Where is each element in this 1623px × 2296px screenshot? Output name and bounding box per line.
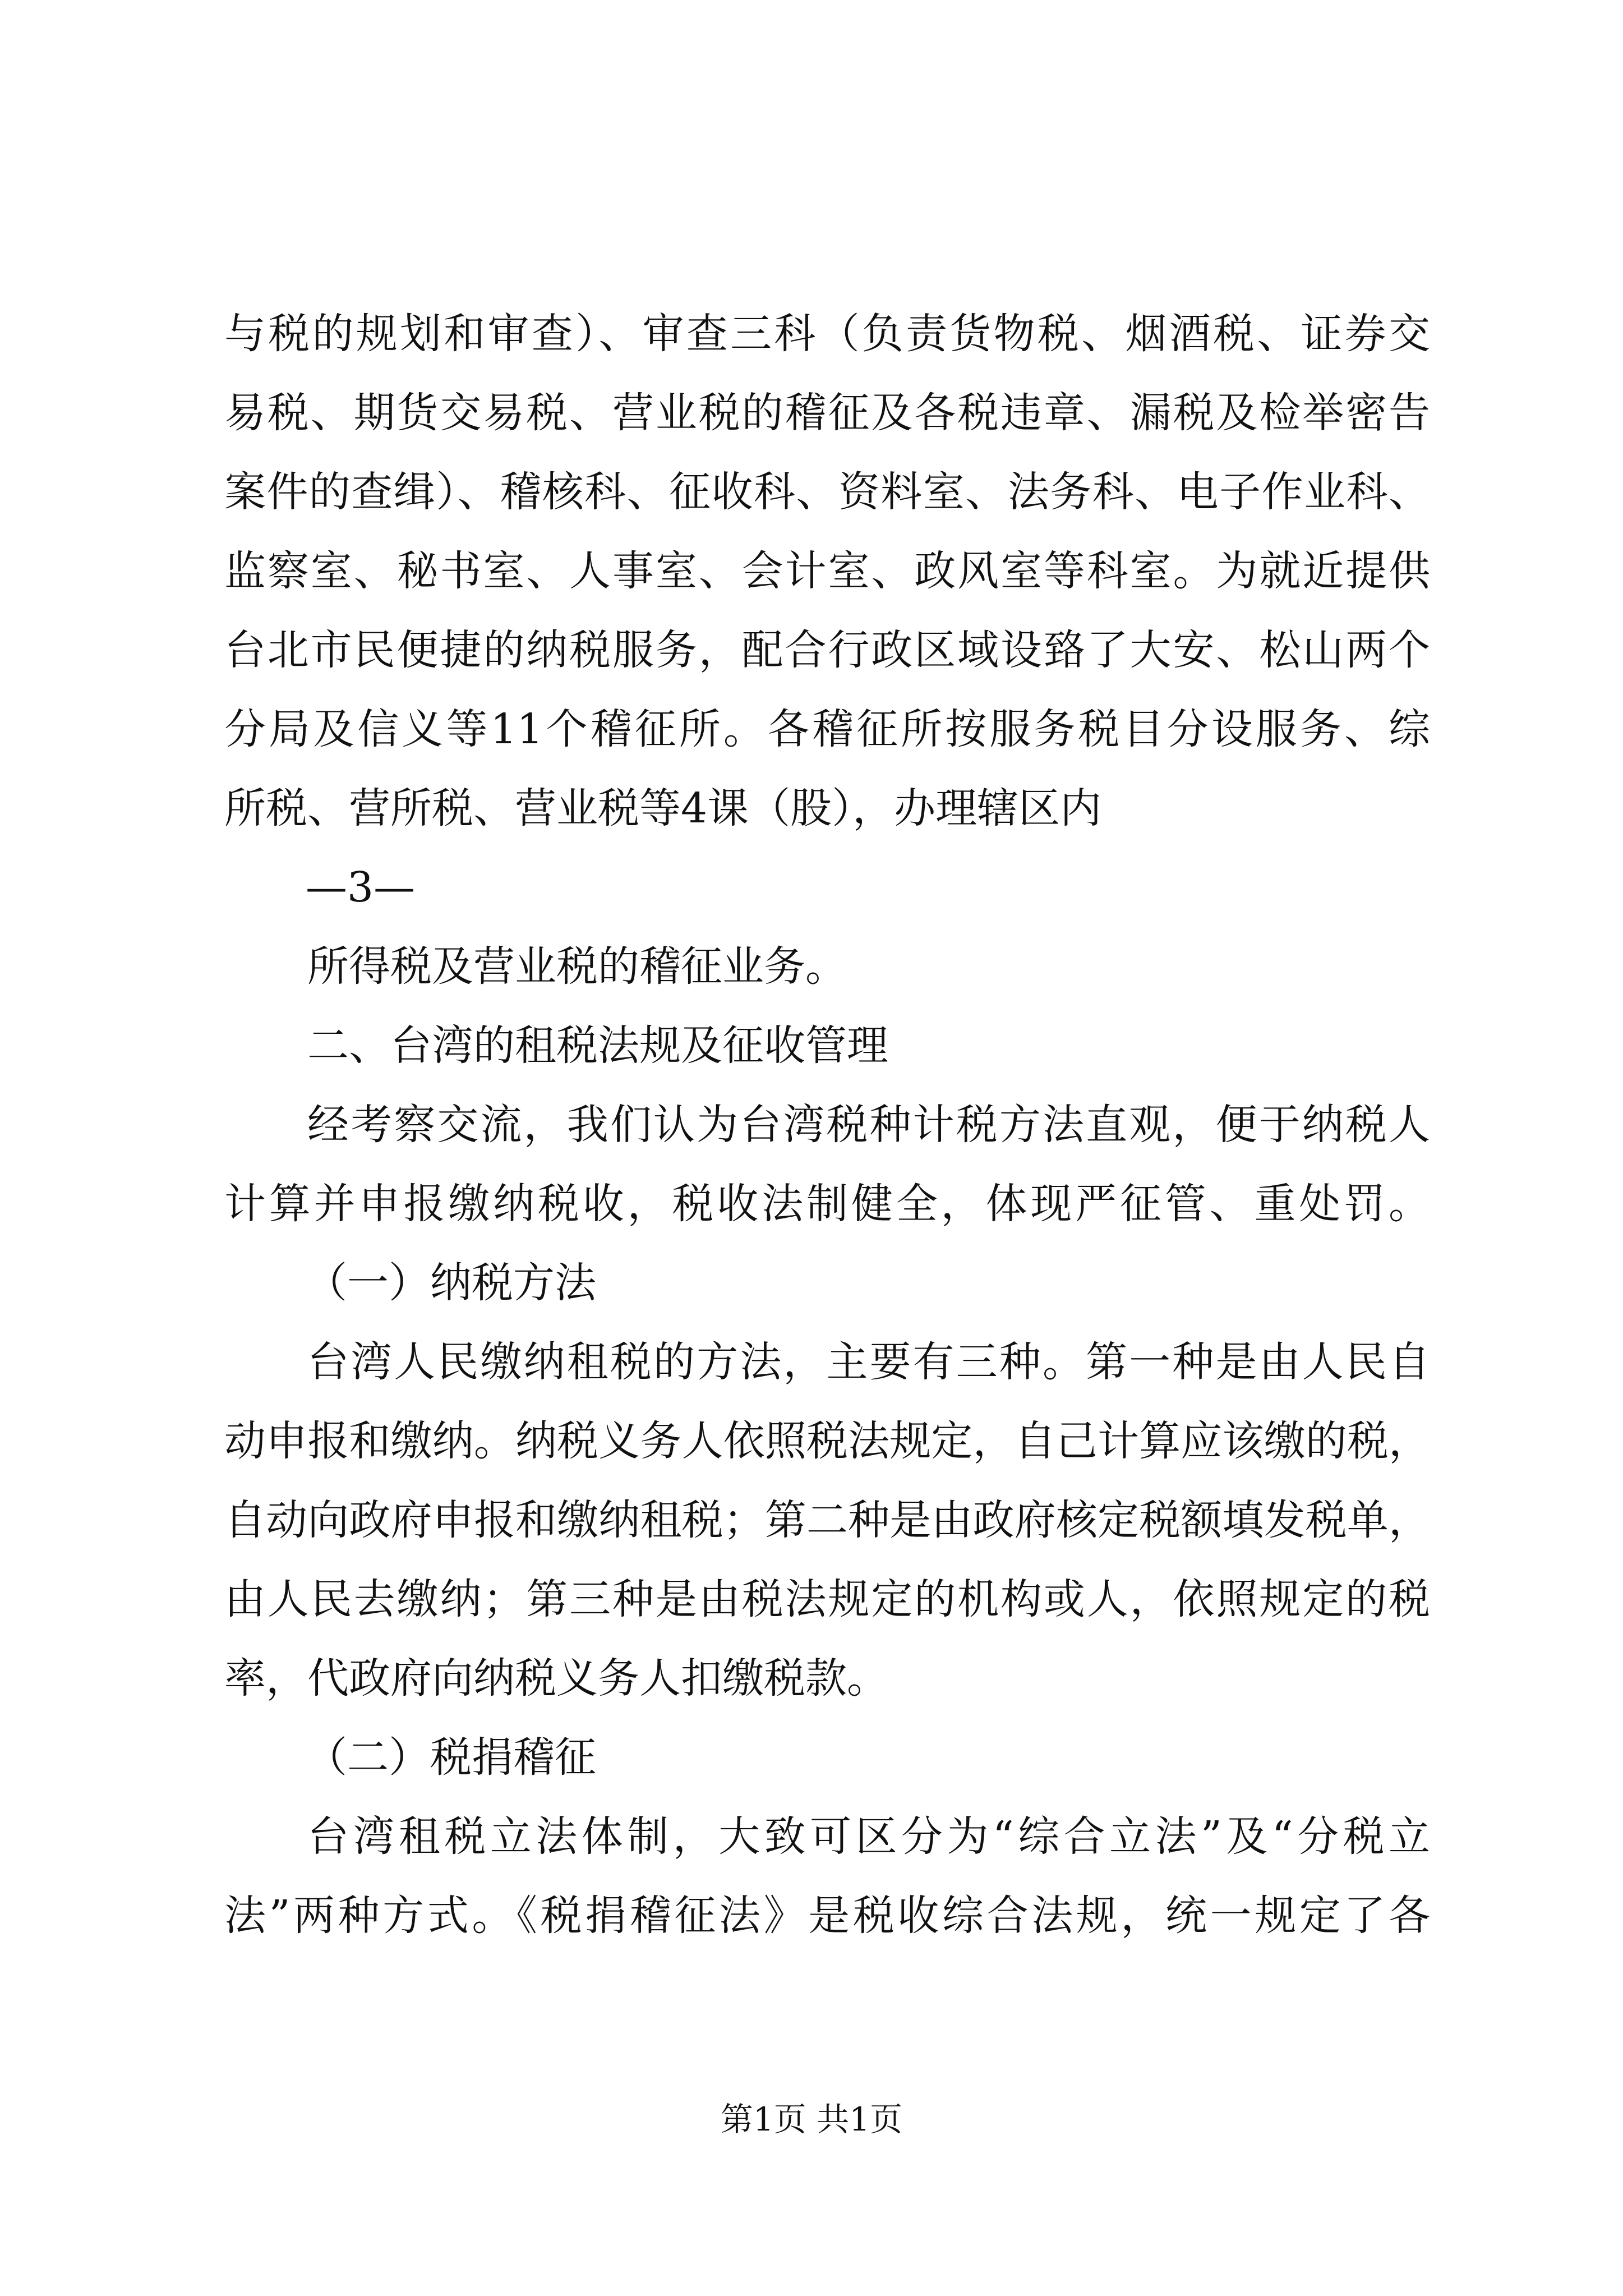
- paragraph-4-line-1: 台湾人民缴纳租税的方法，主要有三种。第一种是由人民自: [307, 1338, 1430, 1386]
- paragraph-1-line-4: 监察室、秘书室、人事室、会计室、政风室等科室。为就近提供: [224, 547, 1430, 595]
- subheading-tax-collection: （二）税捐稽征: [306, 1733, 596, 1782]
- paragraph-4-line-3: 自动向政府申报和缴纳租税；第二种是由政府核定税额填发税单，: [224, 1496, 1430, 1544]
- paragraph-1-line-3: 案件的查缉）、稽核科、征收科、资料室、法务科、电子作业科、: [224, 468, 1430, 516]
- paragraph-3-line-1: 经考察交流，我们认为台湾税种计税方法直观，便于纳税人: [307, 1101, 1430, 1149]
- paragraph-2-line-1: 所得税及营业税的稽征业务。: [307, 942, 847, 991]
- section-heading: 二、台湾的租税法规及征收管理: [307, 1022, 888, 1070]
- subheading-tax-payment-methods: （一）纳税方法: [306, 1259, 596, 1307]
- paragraph-5-line-1: 台湾租税立法体制，大致可区分为“综合立法”及“分税立: [307, 1812, 1430, 1861]
- paragraph-1-line-5: 台北市民便捷的纳税服务，配合行政区域设臵了大安、松山两个: [224, 626, 1430, 674]
- paragraph-4-line-4: 由人民去缴纳；第三种是由税法规定的机构或人，依照规定的税: [224, 1575, 1430, 1623]
- paragraph-4-line-2: 动申报和缴纳。纳税义务人依照税法规定，自己计算应该缴的税，: [224, 1417, 1430, 1465]
- paragraph-4-line-5: 率，代政府向纳税义务人扣缴税款。: [224, 1654, 888, 1703]
- paragraph-3-line-2: 计算并申报缴纳税收，税收法制健全，体现严征管、重处罚。: [224, 1180, 1430, 1228]
- paragraph-1-line-6: 分局及信义等11个稽征所。各稽征所按服务税目分设服务、综: [224, 705, 1430, 753]
- page-marker: —3—: [306, 863, 416, 912]
- page-footer: 第1页 共1页: [720, 2100, 903, 2138]
- paragraph-1-line-2: 易税、期货交易税、营业税的稽征及各税违章、漏税及检举密告: [224, 389, 1430, 437]
- paragraph-1-line-1: 与税的规划和审查）、审查三科（负责货物税、烟酒税、证券交: [224, 310, 1430, 358]
- paragraph-5-line-2: 法”两种方式。《税捐稽征法》是税收综合法规，统一规定了各: [224, 1892, 1430, 1940]
- paragraph-1-line-7: 所税、营所税、营业税等4课（股），办理辖区内: [224, 784, 1102, 832]
